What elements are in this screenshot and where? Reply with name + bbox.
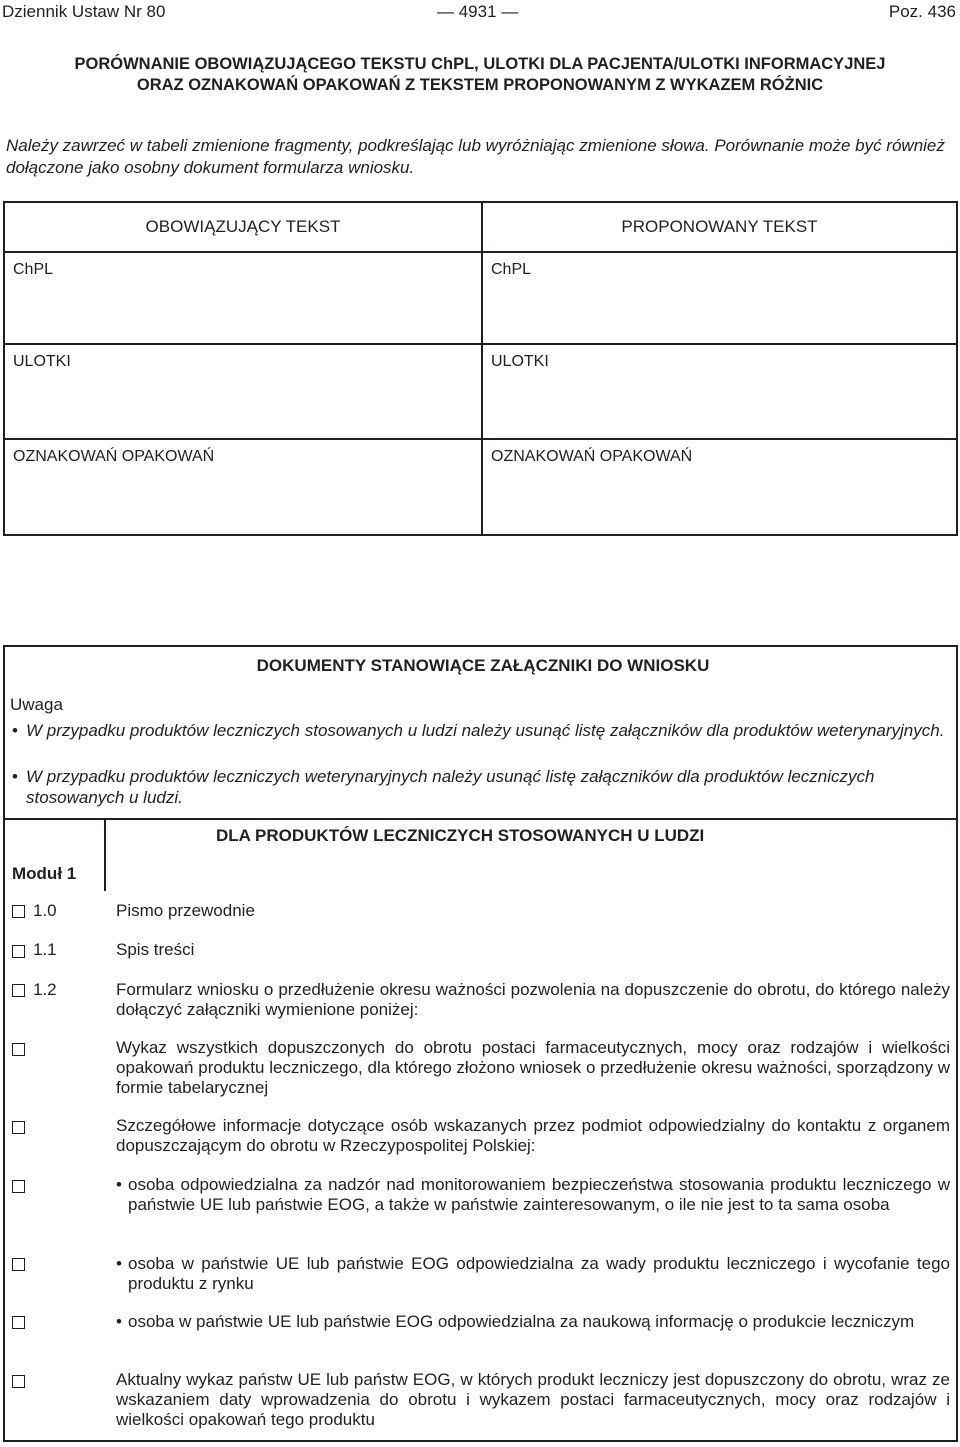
running-header-journal: Dziennik Ustaw Nr 80 [2,2,166,21]
documents-title: DOKUMENTY STANOWIĄCE ZAŁĄCZNIKI DO WNIOSKU [256,656,710,675]
cell-current-packaging: OZNAKOWAŃ OPAKOWAŃ [4,439,482,535]
checkbox[interactable] [12,1180,25,1193]
module-divider [3,818,958,820]
checkbox[interactable] [12,1258,25,1271]
col-header-current: OBOWIĄZUJĄCY TEKST [4,202,482,252]
checkbox[interactable] [12,945,25,958]
item-text: Spis treści [116,940,195,959]
running-header-page: — 4931 — [437,2,519,21]
title-line-2: ORAZ OZNAKOWAŃ OPAKOWAŃ Z TEKSTEM PROPONOWANYM Z WYKAZEM RÓŻNIC [136,76,824,94]
item-text: Formularz wniosku o przedłużenie okresu ważności pozwolenia na dopuszczenie do obrotu, do którego należy dołączyć załączniki wymienione poniżej: [116,980,950,1019]
module-column-divider [104,818,106,891]
cell-proposed-chpl: ChPL [482,252,957,344]
page-title [0,54,960,96]
checkbox[interactable] [12,1121,25,1134]
item-number: 1.1 [33,940,57,959]
cell-proposed-ulotki: ULOTKI [482,344,957,439]
item-text: Pismo przewodnie [116,901,255,920]
title-line-1: PORÓWNANIE OBOWIĄZUJĄCEGO TEKSTU ChPL, ULOTKI DLA PACJENTA/ULOTKI INFORMACYJNEJ [74,55,886,73]
bullet-icon: • [116,1312,122,1331]
bullet-icon: • [12,721,18,740]
col-header-proposed: PROPONOWANY TEKST [482,202,957,252]
intro-paragraph: Należy zawrzeć w tabeli zmienione fragmenty, podkreślając lub wyróżniając zmienione słowa. Porównanie może być również dołączone jako osobny dokument formularza wniosku. [6,136,945,177]
checkbox[interactable] [12,1043,25,1056]
note-item: • W przypadku produktów leczniczych stosowanych u ludzi należy usunąć listę załączników dla produktów weterynaryjnych. [12,721,945,740]
comparison-table [3,201,958,536]
module-label: Moduł 1 [12,864,77,883]
contact-person-item: • osoba odpowiedzialna za nadzór nad monitorowaniem bezpieczeństwa stosowania produktu leczniczego w państwie UE lub państwie EOG, a także w państwie zainteresowanym, o ile nie jest to ta sama osoba [116,1175,950,1214]
contact-person-item: • osoba w państwie UE lub państwie EOG odpowiedzialna za wady produktu leczniczego i wycofanie tego produktu z rynku [116,1254,950,1293]
cell-current-ulotki: ULOTKI [4,344,482,439]
note-label: Uwaga [10,695,63,714]
cell-current-chpl: ChPL [4,252,482,344]
checkbox[interactable] [12,1375,25,1388]
bullet-icon: • [116,1254,122,1273]
checkbox[interactable] [12,905,25,918]
item-number: 1.2 [33,980,57,999]
bullet-icon: • [12,767,18,786]
module-section-title: DLA PRODUKTÓW LECZNICZYCH STOSOWANYCH U LUDZI [216,826,705,845]
item-text: Wykaz wszystkich dopuszczonych do obrotu postaci farmaceutycznych, mocy oraz rodzajów i wielkości opakowań produktu leczniczego, dla którego złożono wniosek o przedłużenie okresu ważności, sporządzony w formie tabelarycznej [116,1038,950,1097]
cell-proposed-packaging: OZNAKOWAŃ OPAKOWAŃ [482,439,957,535]
item-text: Szczegółowe informacje dotyczące osób wskazanych przez podmiot odpowiedzialny do kontaktu z organem dopuszczającym do obrotu w Rzeczypospolitej Polskiej: [116,1116,950,1155]
item-number: 1.0 [33,901,57,920]
contact-person-item: • osoba w państwie UE lub państwie EOG odpowiedzialna za naukową informację o produkcie leczniczym [116,1312,915,1331]
item-text: Aktualny wykaz państw UE lub państw EOG, w których produkt leczniczy jest dopuszczony do obrotu, wraz ze wskazaniem daty wprowadzenia do obrotu i wykazem postaci farmaceutycznych, mocy oraz rodzajów i wielkości opakowań tego produktu [116,1370,950,1429]
note-item: • W przypadku produktów leczniczych weterynaryjnych należy usunąć listę załączników dla produktów leczniczych stosowanych u ludzi. [12,767,875,807]
checkbox[interactable] [12,1316,25,1329]
checkbox[interactable] [12,984,25,997]
running-header-position: Poz. 436 [888,2,956,21]
bullet-icon: • [116,1175,122,1194]
